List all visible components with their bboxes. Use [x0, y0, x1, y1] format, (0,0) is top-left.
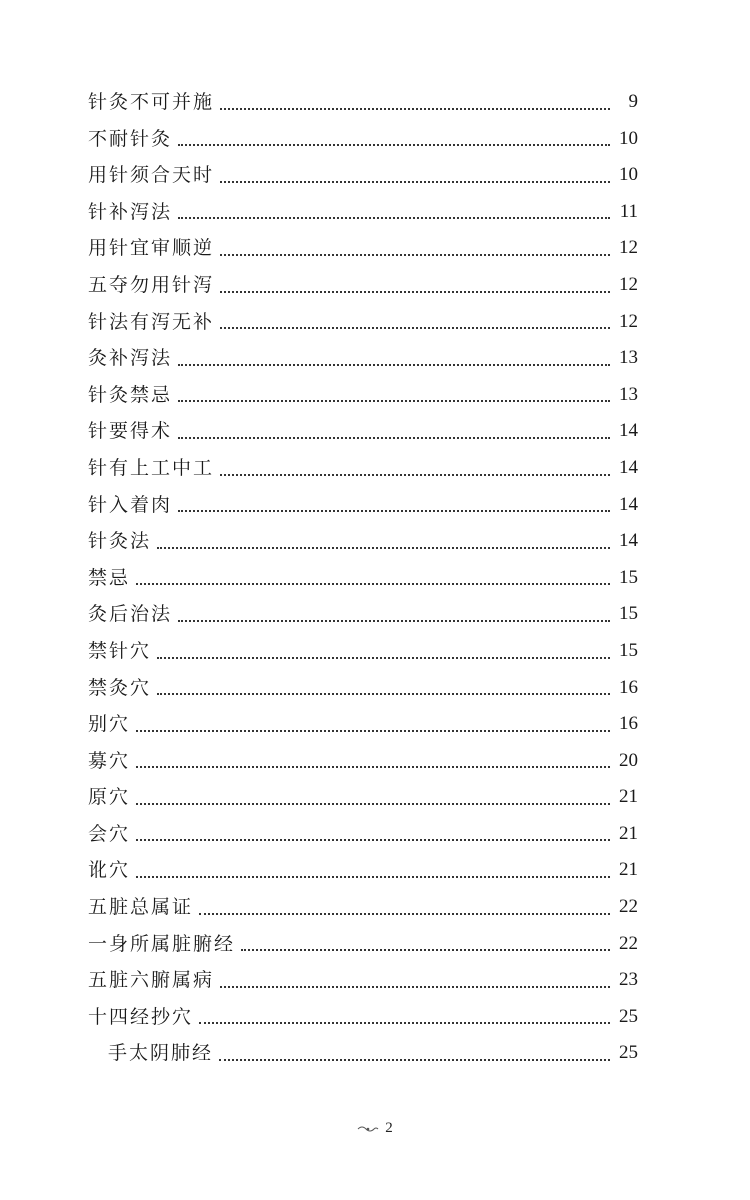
toc-entry-page-number: 23: [619, 969, 638, 991]
dot-leader: [136, 583, 610, 585]
dot-leader: [157, 693, 610, 695]
toc-entry-title: 用针须合天时: [88, 164, 215, 187]
toc-entry-title: 原穴: [88, 786, 131, 809]
page-footer: [0, 1120, 750, 1137]
toc-entry-page-number: 22: [619, 932, 638, 954]
toc-entry[interactable]: [88, 962, 638, 999]
dot-leader: [178, 217, 610, 219]
toc-entry-title: 五脏总属证: [88, 896, 194, 919]
toc-entry[interactable]: [88, 487, 638, 524]
toc-entry-title: 募穴: [88, 749, 131, 772]
toc-entry-title: 五夺勿用针泻: [88, 273, 215, 296]
toc-entry-page-number: 21: [619, 786, 638, 808]
dot-leader: [178, 400, 610, 402]
dot-leader: [157, 657, 610, 659]
toc-entry[interactable]: [88, 633, 638, 670]
dot-leader: [199, 1022, 610, 1024]
toc-entry[interactable]: [88, 852, 638, 889]
dot-leader: [220, 254, 610, 256]
toc-entry-title: 针法有泻无补: [88, 310, 215, 333]
toc-entry-title: 针灸不可并施: [88, 91, 215, 113]
toc-entry-page-number: 14: [619, 420, 638, 442]
toc-entry-page-number: 14: [619, 456, 638, 478]
toc-entry-title: 用针宜审顺逆: [88, 237, 215, 260]
toc-entry-title: 禁忌: [88, 566, 131, 589]
toc-entry[interactable]: [88, 743, 638, 780]
toc-entry[interactable]: [88, 670, 638, 707]
dot-leader: [220, 108, 610, 110]
dot-leader: [157, 547, 610, 549]
toc-entry-page-number: 16: [619, 676, 638, 698]
dot-leader: [178, 437, 610, 439]
dot-leader: [220, 986, 610, 988]
toc-entry-page-number: 22: [619, 896, 638, 918]
toc-entry[interactable]: [88, 523, 638, 560]
toc-entry[interactable]: [88, 999, 638, 1036]
dot-leader: [136, 766, 610, 768]
dot-leader: [136, 730, 610, 732]
dot-leader: [136, 876, 610, 878]
toc-entry-title: 会穴: [88, 822, 131, 845]
toc-entry[interactable]: [88, 157, 638, 194]
toc-entry-title: 针有上工中工: [88, 456, 215, 479]
dot-leader: [220, 181, 610, 183]
toc-entry-page-number: 13: [619, 383, 638, 405]
toc-entry-title: 禁灸穴: [88, 676, 152, 699]
dot-leader: [220, 327, 610, 329]
toc-entry[interactable]: [88, 84, 638, 121]
toc-entry-page-number: 14: [619, 493, 638, 515]
toc-entry-title: 灸后治法: [88, 603, 173, 626]
toc-entry-title: 五脏六腑属病: [88, 969, 215, 992]
dot-leader: [136, 803, 610, 805]
toc-entry-title: 针灸法: [88, 530, 152, 553]
dot-leader: [219, 1059, 610, 1061]
toc-entry-page-number: 16: [619, 713, 638, 735]
toc-entry[interactable]: [88, 779, 638, 816]
toc-entry[interactable]: [88, 816, 638, 853]
toc-entry[interactable]: [88, 450, 638, 487]
dot-leader: [178, 620, 610, 622]
ornament-icon: [357, 1123, 379, 1135]
toc-entry-title: 针补泻法: [88, 200, 173, 223]
toc-entry-page-number: 21: [619, 859, 638, 881]
toc-entry-title: 针要得术: [88, 420, 173, 443]
toc-entry[interactable]: [88, 1035, 638, 1072]
toc-entry-page-number: 15: [619, 603, 638, 625]
toc-entry-page-number: 14: [619, 530, 638, 552]
toc-entry[interactable]: [88, 304, 638, 341]
toc-entry[interactable]: [88, 413, 638, 450]
toc-entry-page-number: 10: [619, 127, 638, 149]
toc-entry-page-number: 12: [619, 310, 638, 332]
dot-leader: [178, 144, 610, 146]
dot-leader: [178, 364, 610, 366]
dot-leader: [241, 949, 610, 951]
toc-entry-page-number: 13: [619, 347, 638, 369]
toc-entry-page-number: 20: [619, 749, 638, 771]
toc-entry-title: 讹穴: [88, 859, 131, 882]
dot-leader: [220, 291, 610, 293]
toc-entry-page-number: 25: [619, 1042, 638, 1064]
dot-leader: [178, 510, 610, 512]
toc-entry-title: 针入着肉: [88, 493, 173, 516]
toc-entry-title: 灸补泻法: [88, 347, 173, 370]
toc-entry-title: 别穴: [88, 713, 131, 736]
table-of-contents: [88, 84, 638, 1072]
toc-entry-page-number: 12: [619, 273, 638, 295]
toc-entry[interactable]: [88, 121, 638, 158]
toc-entry[interactable]: [88, 230, 638, 267]
toc-entry-page-number: 21: [619, 822, 638, 844]
toc-entry-page-number: 25: [619, 1005, 638, 1027]
toc-entry[interactable]: [88, 267, 638, 304]
toc-entry[interactable]: [88, 889, 638, 926]
toc-entry[interactable]: [88, 706, 638, 743]
toc-entry-title: 不耐针灸: [88, 127, 173, 150]
toc-entry-title: 十四经抄穴: [88, 1005, 194, 1028]
toc-entry-title: 针灸禁忌: [88, 383, 173, 406]
page-number: 2: [385, 1120, 393, 1136]
toc-entry-title: 禁针穴: [88, 639, 152, 662]
toc-entry-title: 一身所属脏腑经: [88, 932, 236, 955]
toc-entry-page-number: 9: [628, 91, 638, 112]
toc-entry-page-number: 12: [619, 237, 638, 259]
dot-leader: [136, 839, 610, 841]
toc-entry[interactable]: [88, 340, 638, 377]
toc-entry-page-number: 15: [619, 566, 638, 588]
dot-leader: [220, 474, 610, 476]
toc-entry-page-number: 11: [619, 200, 638, 222]
toc-entry[interactable]: [88, 596, 638, 633]
toc-entry-page-number: 15: [619, 639, 638, 661]
toc-entry-title: 手太阴肺经: [108, 1042, 214, 1065]
toc-entry[interactable]: [88, 926, 638, 963]
dot-leader: [199, 913, 610, 915]
toc-entry[interactable]: [88, 377, 638, 414]
toc-entry-page-number: 10: [619, 164, 638, 186]
toc-entry[interactable]: [88, 194, 638, 231]
toc-entry[interactable]: [88, 560, 638, 597]
